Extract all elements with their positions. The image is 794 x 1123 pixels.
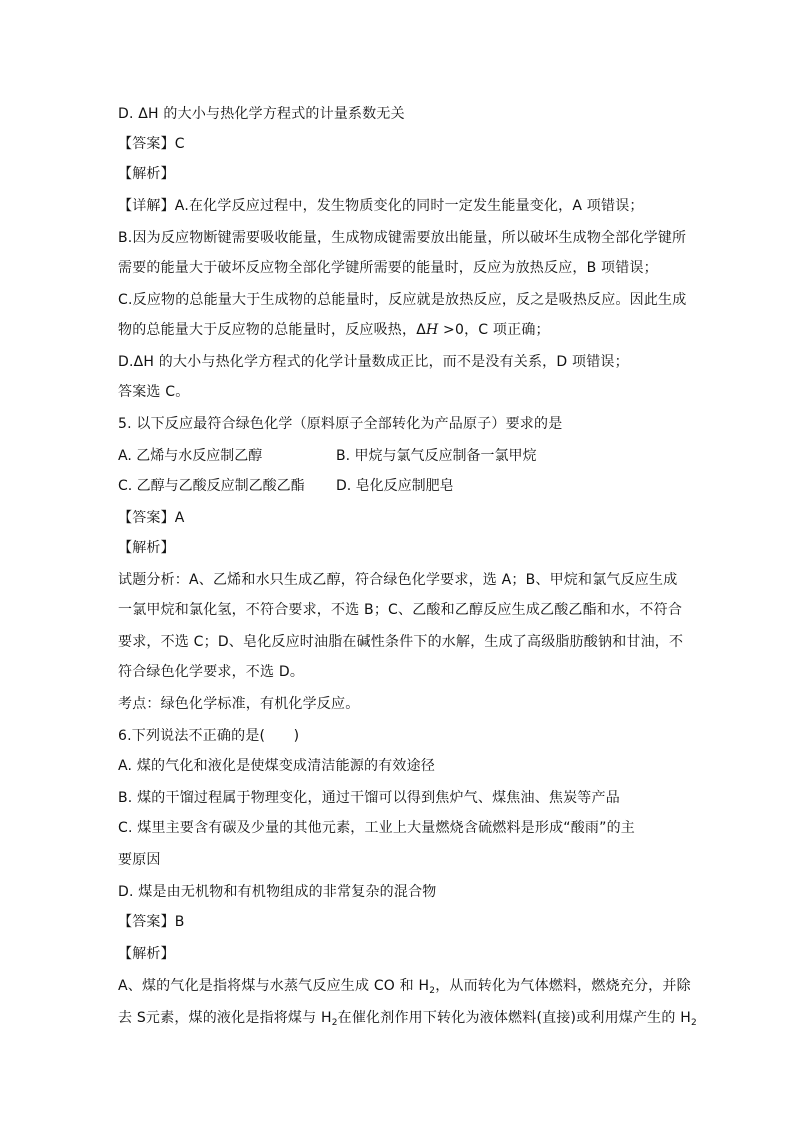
q4-detail-c2-post: >0，C 项正确； (438, 322, 550, 338)
q4-conclusion: 答案选 C。 (118, 384, 190, 400)
q6-option-d: D. 煤是由无机物和有机物组成的非常复杂的混合物 (118, 884, 437, 900)
q5-option-a: A. 乙烯与水反应制乙醇 (118, 448, 263, 464)
q4-detail-d: D.ΔH 的大小与热化学方程式的化学计量数成正比，而不是没有关系，D 项错误； (118, 354, 629, 370)
q4-detail-line-5 (118, 320, 550, 340)
q5-answer: 【答案】A (118, 510, 185, 526)
q6-option-a: A. 煤的气化和液化是使煤变成清洁能源的有效途径 (118, 758, 436, 774)
q5-analysis-line-1: 试题分析：A、乙烯和水只生成乙醇，符合绿色化学要求，选 A；B、甲烷和氯气反应生成 (118, 572, 678, 588)
q5-option-b: B. 甲烷与氯气反应制备一氯甲烷 (336, 448, 537, 464)
q6-analysis-line-2 (118, 1008, 697, 1028)
q4-detail-c2-pre: 物的总能量大于反应物的总能量时，反应吸热，Δ (118, 322, 426, 338)
q6-analysis-2-mid: 在催化剂作用下转化为液体燃料(直接)或利用煤产生的 H (337, 1010, 691, 1026)
q6-analysis-1-post: ，从而转化为气体燃料，燃烧充分，并除 (435, 978, 691, 994)
q6-analysis-heading: 【解析】 (118, 946, 175, 962)
q5-kaodian: 考点：绿色化学标准，有机化学反应。 (118, 696, 360, 712)
q4-detail-c2-var: H (425, 322, 439, 338)
q4-detail-line-1: 【详解】A.在化学反应过程中，发生物质变化的同时一定发生能量变化，A 项错误； (118, 198, 644, 214)
q5-option-d: D. 皂化反应制肥皂 (336, 478, 454, 494)
q4-answer: 【答案】C (118, 136, 185, 152)
q5-option-c: C. 乙醇与乙酸反应制乙酸乙酯 (118, 478, 305, 494)
q6-option-c-line-2: 要原因 (118, 852, 161, 868)
q6-analysis-2-pre: 去 S元素，煤的液化是指将煤与 H (118, 1010, 332, 1026)
q5-analysis-line-2: 一氯甲烷和氯化氢，不符合要求，不选 B；C、乙酸和乙醇反应生成乙酸乙酯和水，不符合 (118, 602, 683, 618)
q6-analysis-1-sub: 2 (429, 986, 436, 996)
q4-detail-line-4: C.反应物的总能量大于生成物的总能量时，反应就是放热反应，反之是吸热反应。因此生成 (118, 292, 687, 308)
q4-option-d: D. ΔH 的大小与热化学方程式的计量系数无关 (118, 106, 405, 122)
q4-analysis-heading: 【解析】 (118, 166, 175, 182)
q5-analysis-line-3: 要求，不选 C；D、皂化反应时油脂在碱性条件下的水解，生成了高级脂肪酸钠和甘油，不 (118, 634, 684, 650)
q6-stem: 6.下列说法不正确的是( ) (118, 728, 300, 744)
q4-detail-line-3: 需要的能量大于破坏反应物全部化学键所需要的能量时，反应为放热反应，B 项错误； (118, 260, 658, 276)
q5-analysis-heading: 【解析】 (118, 540, 175, 556)
q6-option-c-line-1: C. 煤里主要含有碳及少量的其他元素，工业上大量燃烧含硫燃料是形成“酸雨”的主 (118, 820, 635, 836)
q6-answer: 【答案】B (118, 914, 185, 930)
q5-stem: 5. 以下反应最符合绿色化学（原料原子全部转化为产品原子）要求的是 (118, 416, 563, 432)
q6-analysis-1-pre: A、煤的气化是指将煤与水蒸气反应生成 CO 和 H (118, 978, 430, 994)
q5-analysis-line-4: 符合绿色化学要求，不选 D。 (118, 664, 305, 680)
q6-analysis-line-1 (118, 976, 691, 996)
q6-option-b: B. 煤的干馏过程属于物理变化，通过干馏可以得到焦炉气、煤焦油、焦炭等产品 (118, 790, 620, 806)
q6-analysis-2-sub2: 2 (690, 1018, 697, 1028)
q4-detail-line-2: B.因为反应物断键需要吸收能量，生成物成键需要放出能量，所以破坏生成物全部化学键所 (118, 230, 687, 246)
q6-analysis-2-sub: 2 (331, 1018, 338, 1028)
